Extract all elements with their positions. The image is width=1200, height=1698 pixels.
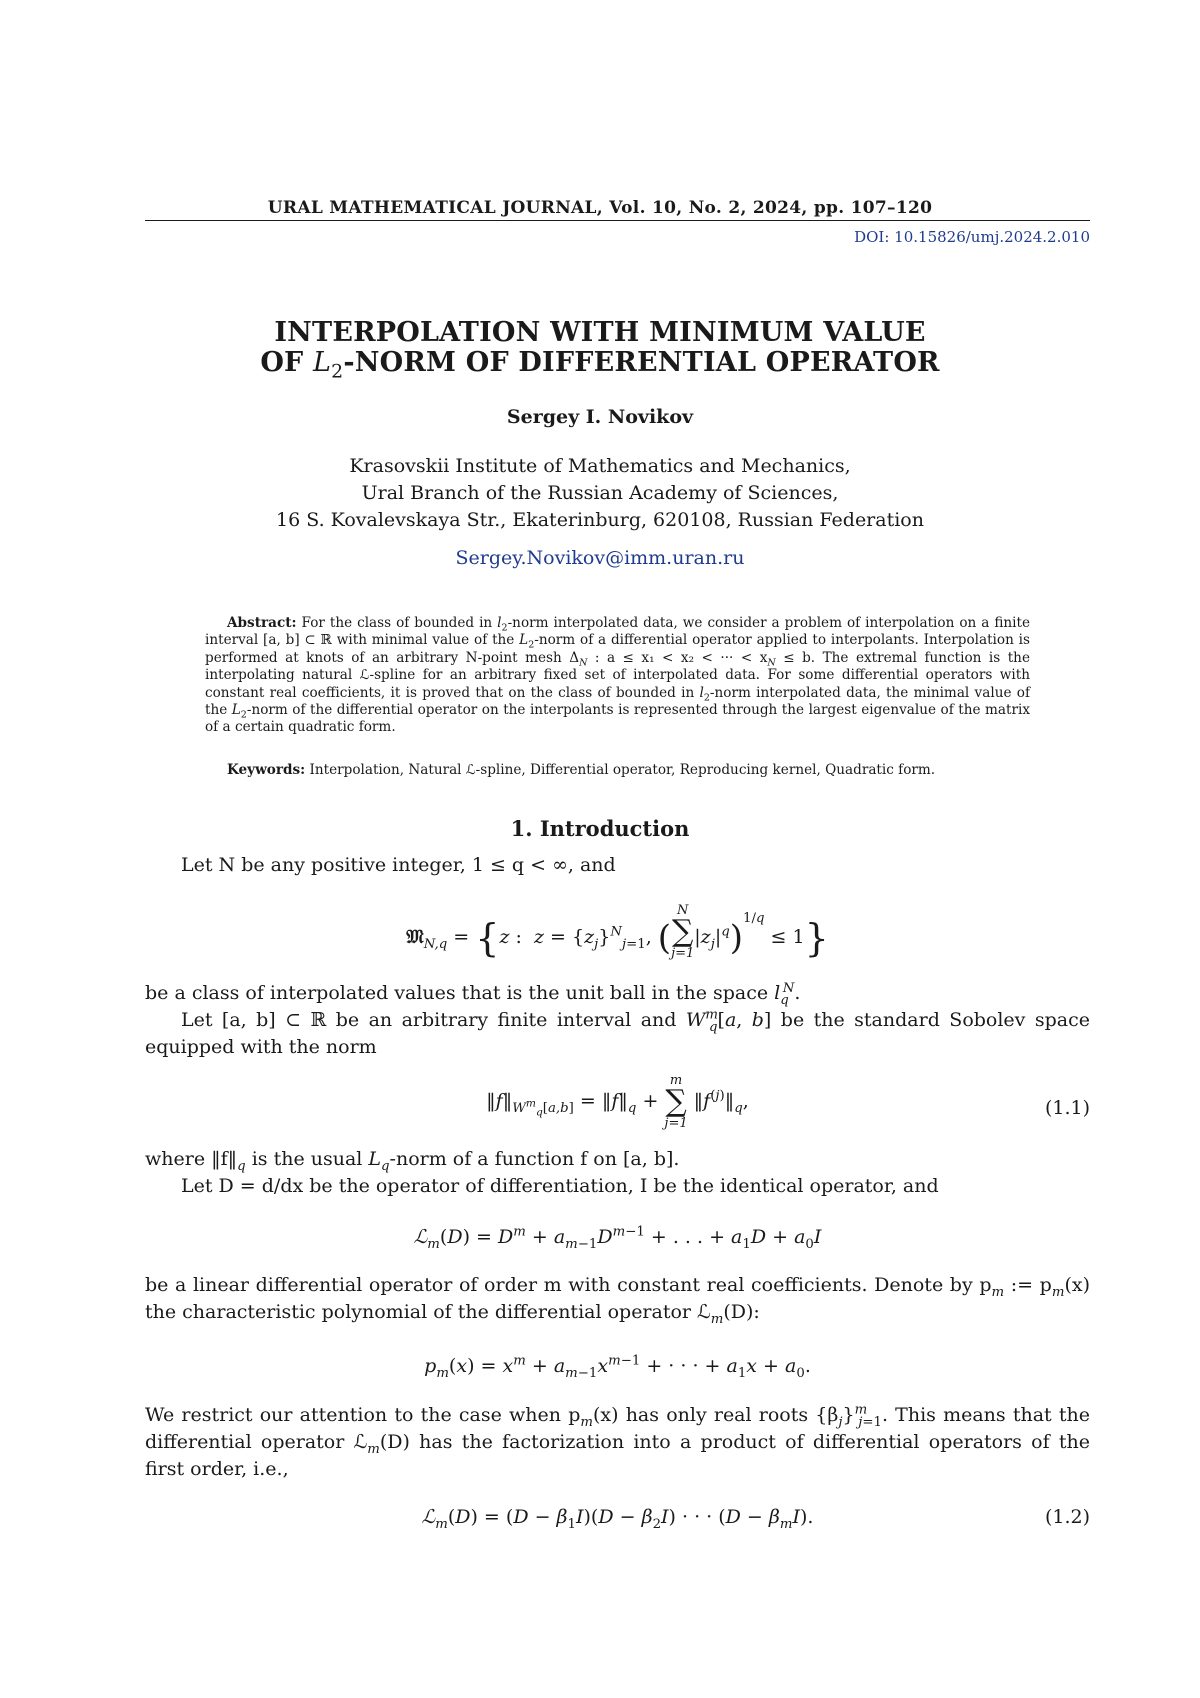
- title-line-2: OF $L_2$-NORM OF DIFFERENTIAL OPERATOR: [260, 347, 940, 383]
- journal-header: URAL MATHEMATICAL JOURNAL, Vol. 10, No. 2, 2024, pp. 107–120: [267, 198, 933, 218]
- equation-number-1-2: (1.2): [1044, 1506, 1090, 1528]
- section-heading: 1. Introduction: [510, 816, 690, 841]
- body-paragraph-7: We restrict our attention to the case when $p_m(x)$ has only real roots $\{\beta_j\}^m_{j=1}$. This means that the differential operator ℒ$_m$(D) has the factorization into a product of differential operators of the first order, i.e.,: [145, 1402, 1091, 1480]
- keywords: Keywords: Interpolation, Natural ℒ-spline, Differential operator, Reproducing kernel, Quadratic form.: [227, 762, 936, 778]
- title-line-1: INTERPOLATION WITH MINIMUM VALUE: [274, 317, 926, 348]
- paper-title: [0, 317, 1200, 383]
- author-name: Sergey I. Novikov: [506, 406, 694, 428]
- author-email-link[interactable]: Sergey.Novikov@imm.uran.ru: [455, 547, 745, 569]
- header-rule: [145, 220, 1090, 221]
- affiliation: Krasovskii Institute of Mathematics and Mechanics, Ural Branch of the Russian Academy of Sciences, 16 S. Kovalevskaya Str., Ekaterinburg, 620108, Russian Federation: [276, 455, 924, 531]
- body-paragraph-6: be a linear differential operator of order m with constant real coefficients. Denote by $p_m$ := $p_m(x)$ the characteristic polynomial of the differential operator ℒ$_m$(D):: [145, 1274, 1090, 1327]
- equation-unit-ball: 𝔐$_{N,q}$ = {z : $z = \{z_j\}^N_{j=1}$, ( N ∑ j=1 $|z_j|^q)^{1/q} \le 1$}: [406, 903, 829, 961]
- body-paragraph-5: Let D = d/dx be the operator of differentiation, I be the identical operator, and: [181, 1175, 939, 1197]
- doi-link[interactable]: DOI: 10.15826/umj.2024.2.010: [854, 228, 1090, 246]
- body-paragraph-1: Let N be any positive integer, 1 ≤ q < ∞, and: [181, 854, 616, 876]
- equation-characteristic-polynomial: $p_m(x) = x^m + a_{m-1}x^{m-1}$ + · · · + $a_1x + a_0$.: [424, 1353, 811, 1381]
- equation-operator: ℒ$_m$(D) = $D^m + a_{m-1}D^{m-1}$ + . . . + $a_1D + a_0I$: [413, 1224, 822, 1252]
- abstract: Abstract: For the class of bounded in $l_2$-norm interpolated data, we consider a problem of interpolation on a finite interval [a, b] ⊂ ℝ with minimal value of the $L_2$-norm of a differential operator applied to interpolants. Interpolation is performed at knots of an arbitrary N-point mesh $\Delta_N$ : a ≤ x₁ < x₂ < ··· < $x_N \le b$. The extremal function is the interpolating natural ℒ-spline for an arbitrary fixed set of interpolated data. For some differential operators with constant real coefficients, it is proved that on the class of bounded in $l_2$-norm interpolated data, the minimal value of the $L_2$-norm of the differential operator on the interpolants is represented through the largest eigenvalue of the matrix of a certain quadratic form.: [205, 615, 1030, 736]
- equation-1-2: ℒ$_m$(D) = $(D - \beta_1I)(D - \beta_2I)$ · · · $(D - \beta_mI)$.: [421, 1506, 814, 1532]
- body-paragraph-4: where $‖f‖_q$ is the usual $L_q$-norm of a function f on [a, b].: [145, 1148, 680, 1174]
- equation-1-1: $‖f‖_{W^m_q[a,b]}$ = $‖f‖_q$ + m ∑ j=1 $‖f^{(j)}‖_q$,: [486, 1073, 749, 1131]
- body-paragraph-2: be a class of interpolated values that is the unit ball in the space $l_q^N$.: [145, 980, 801, 1008]
- body-paragraph-3: Let [a, b] ⊂ ℝ be an arbitrary finite interval and $W^m_q[a$, b] be the standard Sobolev space equipped with the norm: [145, 1007, 1090, 1058]
- equation-number-1-1: (1.1): [1044, 1097, 1090, 1119]
